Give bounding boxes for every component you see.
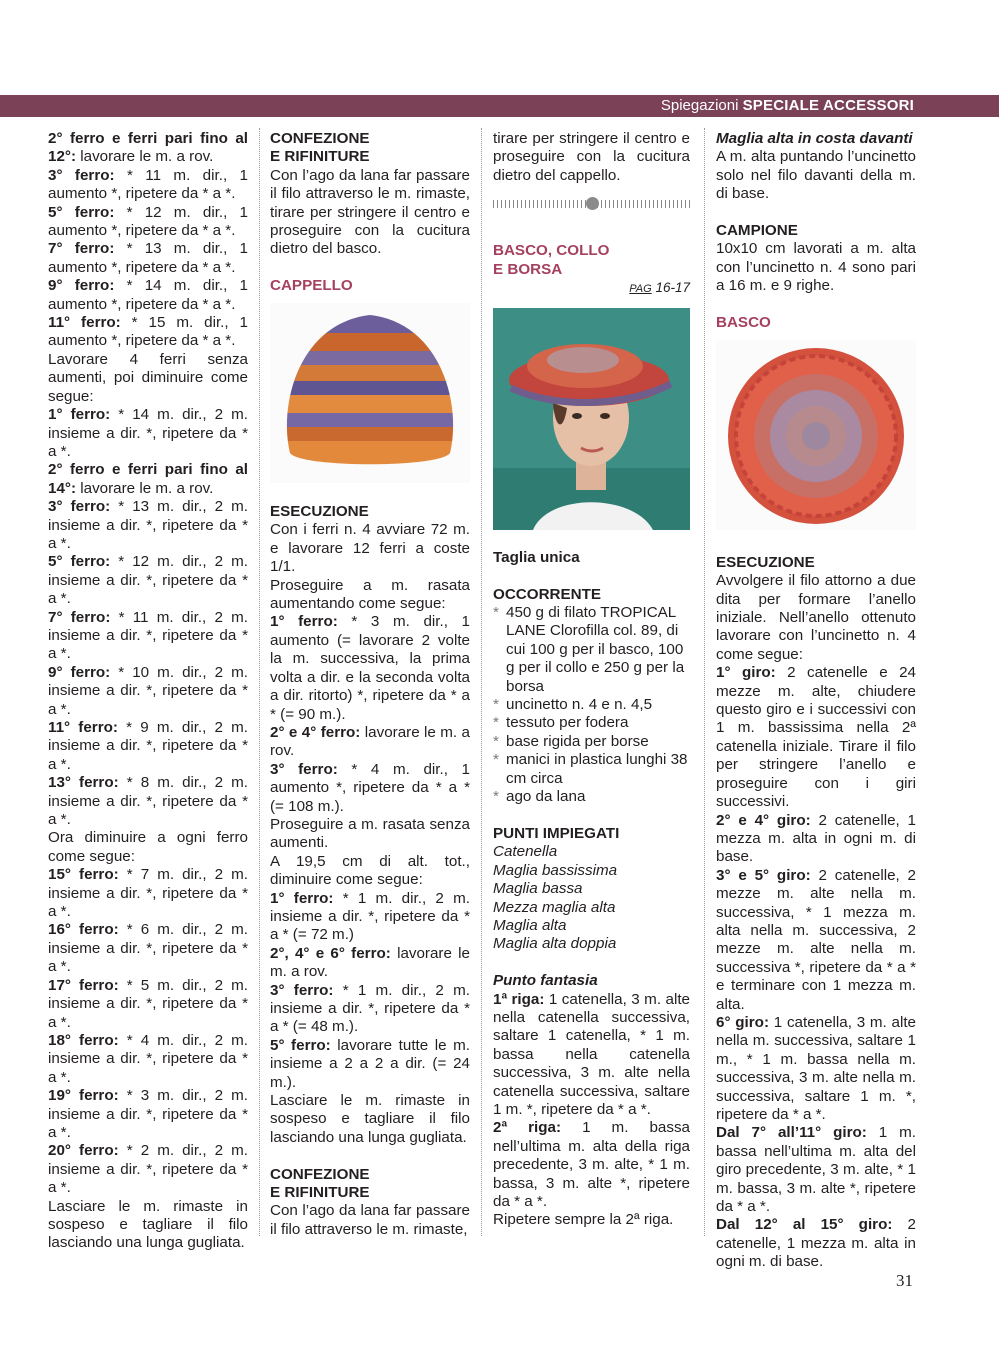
costa-text: A m. alta puntando l’uncinetto solo nel filo davanti della m. di base.: [716, 148, 916, 203]
instruction-text: * 15 m. dir., 1 aumento *, ripetere da * a *.: [48, 314, 248, 350]
instruction-text: lavorare tutte le m. insieme a 2 a 2 a dir. (= 24 m.).: [270, 1036, 470, 1091]
occorrente-item: * uncinetto n. 4 e n. 4,5: [493, 696, 690, 714]
punto-item: Maglia bassissima: [493, 861, 618, 879]
instruction-text: * 13 m. dir., 1 aumento *, ripetere da * a *.: [48, 240, 248, 276]
instruction-label: 20° ferro:: [48, 1142, 119, 1160]
instruction-line: [493, 1119, 690, 1211]
occorrente-item: * ago da lana: [493, 788, 690, 806]
fantasia-title: Punto fantasia: [493, 972, 598, 990]
instruction-line: [270, 982, 470, 1037]
instruction-line: [270, 613, 470, 723]
instruction-label: 1° ferro:: [48, 406, 111, 424]
instruction-label: 17° ferro:: [48, 976, 119, 994]
instruction-line: [270, 945, 470, 982]
instruction-text: * 1 m. dir., 2 m. insieme a dir. *, ripetere da * a * (= 72 m.): [270, 889, 470, 944]
punto-item: Maglia alta: [493, 916, 567, 934]
instruction-text: * 11 m. dir., 1 aumento *, ripetere da * a *.: [48, 166, 248, 203]
instruction-label: 7° ferro:: [48, 240, 115, 258]
instruction-text: * 10 m. dir., 2 m. insieme a dir. *, ripetere da * a *.: [48, 663, 248, 718]
instruction-line: [48, 240, 248, 277]
instruction-line: [48, 204, 248, 241]
instruction-text: A 19,5 cm di alt. tot., diminuire come segue:: [270, 852, 470, 889]
instruction-line: [48, 921, 248, 976]
instruction-text: * 8 m. dir., 2 m. insieme a dir. *, ripetere da * a *.: [48, 774, 248, 829]
occorrente-item: * base rigida per borse: [493, 733, 690, 751]
instruction-label: 1° giro:: [716, 664, 776, 682]
occorrente-item: * tessuto per fodera: [493, 714, 690, 732]
instruction-line: [716, 664, 916, 811]
instruction-line: [270, 724, 470, 761]
instruction-line: [716, 1216, 916, 1271]
esecuzione-title-2: ESECUZIONE: [716, 553, 815, 571]
instruction-line: [270, 761, 470, 816]
punto-item: Maglia alta doppia: [493, 935, 617, 953]
instruction-label: 2° ferro e ferri pari fino al 14°:: [48, 461, 248, 497]
campione-title: CAMPIONE: [716, 222, 798, 240]
page-reference: [493, 279, 690, 298]
instruction-line: [716, 867, 916, 1014]
instruction-line: [48, 609, 248, 664]
costa-title: Maglia alta in costa davanti: [716, 130, 913, 147]
instruction-text: Ora diminuire a ogni ferro come segue:: [48, 829, 248, 865]
instruction-line: [48, 829, 248, 866]
instruction-text: lavorare le m. a rov.: [270, 723, 471, 760]
column-1: [48, 130, 248, 1253]
instruction-label: 3° e 5° giro:: [716, 866, 811, 884]
col2-instructions: [270, 521, 470, 1147]
instruction-label: 18° ferro:: [48, 1031, 119, 1049]
column-2: [270, 130, 470, 1239]
instruction-label: 3° ferro:: [270, 760, 338, 778]
instruction-text: 1 m. bassa nell’ultima m. alta della riga precedente, 3 m. alte, * 1 m. bassa, 3 m. alte *, ripetere da * a *.: [493, 1119, 690, 1210]
instruction-label: 5° ferro:: [48, 203, 115, 221]
instruction-label: 11° ferro:: [48, 314, 121, 332]
intro-text: tirare per stringere il centro e proseguire con la cucitura dietro del cappello.: [493, 130, 690, 184]
occorrente-item: * 450 g di filato TROPICAL LANE Clorofilla col. 89, di cui 100 g per il basco, 100 g per il collo e 250 g per la borsa: [493, 604, 690, 696]
occorrente-title: OCCORRENTE: [493, 585, 602, 603]
instruction-label: 2° ferro e ferri pari fino al 12°:: [48, 130, 248, 166]
instruction-label: 9° ferro:: [48, 277, 115, 295]
instruction-text: Ripetere sempre la 2ª riga.: [493, 1211, 674, 1229]
column-divider: [259, 128, 260, 1236]
instruction-line: [48, 406, 248, 461]
instruction-text: * 14 m. dir., 1 aumento *, ripetere da * a *.: [48, 277, 248, 313]
instruction-line: [48, 1087, 248, 1142]
instruction-label: 3° ferro:: [48, 498, 111, 516]
instruction-line: [48, 167, 248, 204]
instruction-text: Lasciare le m. rimaste in sospeso e tagliare il filo lasciando una lunga gugliata.: [48, 1197, 248, 1252]
instruction-text: 1 m. bassa nell’ultima m. alta del giro precedente, 3 m. alte, * 1 m. bassa, 3 m. alte *, ripetere da * a *.: [716, 1124, 916, 1216]
model-photo: [493, 308, 690, 530]
basco-instructions: [716, 572, 916, 1271]
instruction-line: [270, 1092, 470, 1147]
basco-photo: [716, 340, 916, 535]
instruction-label: 19° ferro:: [48, 1087, 119, 1105]
instruction-line: [48, 1032, 248, 1087]
instruction-text: 1 catenella, 3 m. alte nella catenella successiva, saltare 1 catenella, * 1 m. bassa nella catenella successiva, 3 m. alte nella catenella successiva, saltare 1 m. *, ripetere da * a *.: [493, 990, 690, 1118]
instruction-line: [270, 890, 470, 945]
instruction-label: 1° ferro:: [270, 889, 334, 907]
instruction-text: * 14 m. dir., 2 m. insieme a dir. *, ripetere da * a *.: [48, 406, 248, 460]
instruction-text: * 3 m. dir., 2 m. insieme a dir. *, ripetere da * a *.: [48, 1087, 248, 1141]
confezione-text-2: Con l’ago da lana far passare il filo attraverso le m. rimaste,: [270, 1202, 470, 1238]
instruction-text: * 1 m. dir., 2 m. insieme a dir. *, ripetere da * a * (= 48 m.).: [270, 981, 470, 1036]
instruction-text: * 4 m. dir., 1 aumento *, ripetere da * a * (= 108 m.).: [270, 760, 470, 815]
instruction-line: [48, 866, 248, 921]
instruction-label: 5° ferro:: [48, 553, 111, 571]
punto-item: Mezza maglia alta: [493, 898, 616, 916]
instruction-line: [270, 1037, 470, 1092]
instruction-text: Proseguire a m. rasata aumentando come segue:: [270, 576, 470, 613]
instruction-text: Avvolgere il filo attorno a due dita per formare l’anello iniziale. Nell’anello ottenuto lavorare con l’uncinetto n. 4 come segue:: [716, 572, 916, 663]
instruction-line: [716, 812, 916, 867]
instruction-text: * 12 m. dir., 1 aumento *, ripetere da * a *.: [48, 203, 248, 240]
decorative-ruler: [493, 197, 690, 211]
campione-text: 10x10 cm lavorati a m. alta con l’uncinetto n. 4 sono pari a 16 m. e 9 righe.: [716, 240, 916, 295]
instruction-text: * 13 m. dir., 2 m. insieme a dir. *, ripetere da * a *.: [48, 498, 248, 552]
instruction-line: [493, 991, 690, 1120]
instruction-line: [270, 577, 470, 614]
instruction-line: [716, 1124, 916, 1216]
instruction-text: Lasciare le m. rimaste in sospeso e tagliare il filo lasciando una lunga gugliata.: [270, 1092, 470, 1146]
cappello-photo: [270, 303, 470, 485]
instruction-text: * 5 m. dir., 2 m. insieme a dir. *, ripetere da * a *.: [48, 976, 248, 1031]
occorrente-list: [493, 604, 690, 806]
column-3: [493, 130, 690, 1230]
instruction-line: [48, 774, 248, 829]
basco-collo-title: BASCO, COLLO: [493, 242, 610, 260]
instruction-text: lavorare le m. a rov.: [76, 479, 214, 497]
instruction-text: * 12 m. dir., 2 m. insieme a dir. *, ripetere da * a *.: [48, 553, 248, 608]
instruction-text: * 9 m. dir., 2 m. insieme a dir. *, ripetere da * a *.: [48, 719, 249, 773]
instruction-text: * 2 m. dir., 2 m. insieme a dir. *, ripetere da * a *.: [48, 1142, 248, 1197]
instruction-line: [48, 461, 248, 498]
borsa-title: E BORSA: [493, 260, 563, 278]
instruction-label: 1ª riga:: [493, 990, 545, 1008]
instruction-line: [48, 977, 248, 1032]
instruction-label: 2°, 4° e 6° ferro:: [270, 944, 391, 962]
rifiniture-title-2: E RIFINITURE: [270, 1184, 370, 1202]
instruction-text: lavorare le m. a rov.: [76, 148, 214, 166]
column-4: [716, 130, 916, 1272]
instruction-text: lavorare le m. a rov.: [270, 944, 470, 981]
instruction-label: 15° ferro:: [48, 866, 119, 884]
instruction-line: [48, 664, 248, 719]
confezione-title-2: CONFEZIONE: [270, 1165, 370, 1183]
instruction-label: 16° ferro:: [48, 921, 119, 939]
instruction-text: 2 catenelle, 1 mezza m. alta in ogni m. di base.: [716, 811, 916, 866]
instruction-text: Proseguire a m. rasata senza aumenti.: [270, 815, 470, 852]
pag-range: 16-17: [655, 280, 690, 296]
instruction-text: Con i ferri n. 4 avviare 72 m. e lavorare 12 ferri a coste 1/1.: [270, 521, 470, 576]
instruction-text: * 6 m. dir., 2 m. insieme a dir. *, ripetere da * a *.: [48, 921, 248, 976]
instruction-label: 5° ferro:: [270, 1036, 331, 1054]
rifiniture-title: E RIFINITURE: [270, 148, 370, 166]
page-number: 31: [896, 1271, 913, 1290]
instruction-label: 13° ferro:: [48, 774, 119, 792]
instruction-label: Dal 7° all’11° giro:: [716, 1124, 867, 1142]
instruction-text: * 4 m. dir., 2 m. insieme a dir. *, ripetere da * a *.: [48, 1031, 248, 1086]
instruction-label: 7° ferro:: [48, 608, 111, 626]
header-prefix: Spiegazioni: [660, 97, 739, 114]
instruction-line: [48, 1198, 248, 1253]
instruction-label: 2° e 4° giro:: [716, 811, 811, 829]
instruction-text: * 3 m. dir., 1 aumento (= lavorare 2 volte la m. successiva, la prima volta a dir. e la seconda volta a dir. ritorto) *, ripetere da * a * (= 90 m.).: [270, 613, 470, 723]
instruction-label: 2° e 4° ferro:: [270, 723, 361, 741]
instruction-text: 2 catenelle, 1 mezza m. alta in ogni m. di base.: [716, 1216, 916, 1271]
pag-label: PAG: [629, 283, 652, 296]
punto-item: Maglia bassa: [493, 880, 583, 898]
instruction-label: Dal 12° al 15° giro:: [716, 1216, 893, 1234]
fantasia-instructions: [493, 991, 690, 1230]
instruction-label: 1° ferro:: [270, 613, 338, 631]
column-divider: [704, 128, 705, 1236]
instruction-line: [716, 1014, 916, 1124]
punti-title: PUNTI IMPIEGATI: [493, 824, 620, 842]
instruction-text: 1 catenella, 3 m. alte nella m. successiva, saltare 1 m., * 1 m. bassa nella m. successiva, 3 m. alte nella m. successiva, saltare 1 m. *, ripetere da * a *.: [716, 1013, 916, 1124]
instruction-label: 9° ferro:: [48, 663, 111, 681]
punti-list: [493, 843, 690, 953]
instruction-line: [48, 1142, 248, 1197]
instruction-line: [270, 853, 470, 890]
esecuzione-title: ESECUZIONE: [270, 503, 369, 521]
instruction-label: 6° giro:: [716, 1013, 770, 1031]
instruction-line: [48, 277, 248, 314]
instruction-text: 2 catenelle, 2 mezze m. alte nella m. successiva, * 1 mezza m. alta nella m. successiva, 2 mezze m. alte nella m. successiva *, ripetere da * a * e terminare con 1 mezza m. alta.: [716, 866, 916, 1013]
instruction-line: [716, 572, 916, 664]
col1-instructions: [48, 130, 248, 1253]
instruction-line: [48, 719, 248, 774]
instruction-line: [493, 1211, 690, 1229]
confezione-text: Con l’ago da lana far passare il filo attraverso le m. rimaste, tirare per stringere il centro e proseguire con la cucitura dietro del basco.: [270, 166, 470, 258]
instruction-line: [270, 816, 470, 853]
instruction-text: * 7 m. dir., 2 m. insieme a dir. *, ripetere da * a *.: [48, 866, 248, 921]
instruction-label: 11° ferro:: [48, 719, 118, 736]
instruction-line: [48, 351, 248, 406]
instruction-line: [48, 498, 248, 553]
instruction-line: [48, 130, 248, 167]
column-divider: [481, 128, 482, 1236]
instruction-text: Lavorare 4 ferri senza aumenti, poi diminuire come segue:: [48, 350, 248, 405]
instruction-label: 2ª riga:: [493, 1119, 562, 1137]
taglia: Taglia unica: [493, 548, 580, 566]
instruction-line: [270, 521, 470, 576]
instruction-text: * 11 m. dir., 2 m. insieme a dir. *, ripetere da * a *.: [48, 608, 248, 663]
punto-item: Catenella: [493, 843, 558, 861]
instruction-line: [48, 553, 248, 608]
instruction-label: 3° ferro:: [270, 981, 334, 999]
instruction-text: 2 catenelle e 24 mezze m. alte, chiudere questo giro e i successivi con 1 m. bassissima nella 2ª catenella iniziale. Tirare il filo per stringere l’anello e proseguire con i giri successivi.: [716, 664, 916, 811]
instruction-line: [48, 314, 248, 351]
confezione-title: CONFEZIONE: [270, 130, 370, 147]
cappello-title: CAPPELLO: [270, 277, 353, 295]
header-section: SPECIALE ACCESSORI: [742, 97, 914, 114]
occorrente-item: * manici in plastica lunghi 38 cm circa: [493, 751, 690, 788]
basco-title: BASCO: [716, 314, 771, 332]
header-title: [661, 97, 914, 115]
instruction-label: 3° ferro:: [48, 166, 115, 184]
